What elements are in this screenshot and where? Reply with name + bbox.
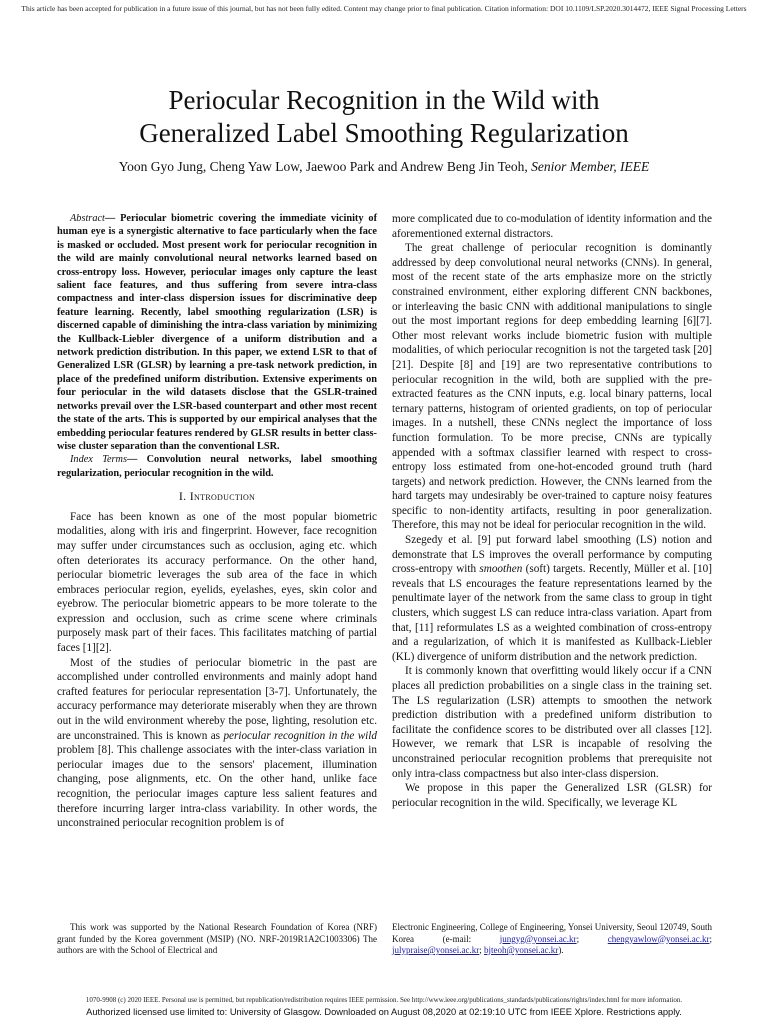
title-line-2: Generalized Label Smoothing Regularization bbox=[139, 118, 629, 148]
email-sep-3: ; bbox=[479, 945, 482, 955]
right-paragraph-3: It is commonly known that overfitting would likely occur if a CNN places all prediction probabilities on a single class in the training set. The LS regularization (LSR) attempts to smoothen the network prediction distribution with a predefined uniform distribution to facilitate the confidence scores to be distributed over all classes [12]. However, we remark that LSR is incapable of resolving the unconstrained periocular recognition problems that prerequisite not only intra-class compactness but also inter-class dispersion. bbox=[392, 665, 712, 780]
author-list bbox=[40, 158, 728, 176]
abstract-label: Abstract bbox=[70, 213, 105, 224]
intro-p2-part-a: Most of the studies of periocular biometric in the past are accomplished under controlled environments and mainly adopt hand crafted features for periocular representation [3-7]. Unfortunately, the accuracy performance may deteriorate miserably when they are thrown out in the wild environment whereby the pose, lighting, resolution etc. are unconstrained. This is known as bbox=[57, 656, 377, 742]
author-membership: Senior Member, IEEE bbox=[531, 159, 650, 174]
index-terms-text: — Convolution neural networks, label smoothing regularization, periocular recognition in the wild. bbox=[57, 454, 377, 479]
email-sep-2: ; bbox=[709, 933, 713, 944]
footnote-left bbox=[57, 922, 377, 957]
footnote-right bbox=[392, 922, 712, 957]
right-p2-part-b: (soft) targets. Recently, Müller et al. [10] reveals that LS encourages the feature representations learned by the penultimate layer of the network from the same class to group in tight clusters, which suggest LS can reduce intra-class variation. Apart from that, [11] reformulates LS as a weighted combination of cross-entropy and a regularization, of which it is manifested as Kullback-Liebler (KL) divergence of uniform distribution and the network prediction. bbox=[392, 563, 712, 663]
section-number: I. bbox=[178, 489, 187, 504]
abstract bbox=[57, 212, 377, 453]
intro-p2-part-b: problem [8]. This challenge associates with the inter-class variation in periocular images due to the sensors' placement, illumination changing, pose alignments, etc. On the other hand, unlike face recognition, the periocular images capture less salient features and therefore incurring larger intra-class variability. In other words, the unconstrained periocular recognition problem is of bbox=[57, 744, 377, 830]
right-paragraph-0: more complicated due to co-modulation of identity information and the aforementioned external distractors. bbox=[392, 213, 712, 240]
left-column bbox=[57, 212, 377, 831]
email-link-2[interactable]: chengyawlow@yonsei.ac.kr bbox=[607, 933, 710, 944]
email-end: ). bbox=[558, 945, 564, 955]
right-paragraph-1: The great challenge of periocular recognition is dominantly addressed by deep convolutional neural networks (CNNs). In general, most of the recent state of the arts emphasize more on the strictly constrained environment, either exploring different CNN backbones, or interleaving the basic CNN with additional manipulations to single out the most important regions for deep embedding learning [6][7]. Other most relevant works include biometric fusion with multiple modalities, of which periocular recognition is not the targeted task [20][21]. Despite [8] and [19] are two representative contributions to periocular recognition in the wild, both are supplied with the pre-extracted features as the CNN inputs, e.g. local binary patterns, local ternary patterns, histogram of oriented gradients, on top of periocular images. In a nutshell, these CNNs neglect the importance of loss function formulation. To be more precise, CNNs are typically appended with a softmax classifier learned with respect to cross-entropy loss estimated from one-hot-encoded ground truth (hard targets) and network prediction. However, the CNNs learned from the hard targets may undesirably be over-trained to capture noisy features specific to non-identity artifacts, resulting in poor generalization. Therefore, this may not be ideal for periocular recognition in the wild. bbox=[392, 242, 712, 532]
intro-paragraph-2 bbox=[57, 656, 377, 831]
section-heading-introduction bbox=[57, 489, 377, 504]
license-notice: Authorized licensed use limited to: University of Glasgow. Downloaded on August 08,2020 at 02:19:10 UTC from IEEE Xplore. Restrictions apply. bbox=[86, 1007, 682, 1017]
email-link-3[interactable]: julypraise@yonsei.ac.kr bbox=[392, 945, 480, 955]
intro-paragraph-1: Face has been known as one of the most popular biometric modalities, along with iris and fingerprint. However, face recognition may suffer under circumstances such as occlusion, aging etc. which often deteriorates its accuracy performance. On the other hand, periocular biometric leverages the sub area of the face in which embraces periocular region, eyelids, eyelashes, eyes, skin color and eyebrow. The periocular biometric appears to be more tolerate to the expression and occlusion, such as crime scene where criminals purposely mask part of their faces. This facilitates matching of partial faces [1][2]. bbox=[57, 510, 377, 655]
paper-title bbox=[40, 84, 728, 150]
section-name: Introduction bbox=[189, 489, 256, 504]
abstract-text: — Periocular biometric covering the immediate vicinity of human eye is a synergistic alternative to face particularly when the face is masked or occluded. Most present work for periocular recognition in the wild are mainly convolutional neural networks learned based on cross-entropy loss. However, periocular images only capture the least salient face features, and thus suffering from severe intra-class compactness and inter-class dispersion issues for discriminative deep feature learning. Recently, label smoothing regularization (LSR) is discerned capable of diminishing the intra-class variation by minimizing the Kullback-Liebler divergence of a uniform distribution and a network prediction distribution. In this paper, we extend LSR to that of Generalized LSR (GLSR) by learning a pre-task network prediction, in place of the predefined uniform distribution. Extensive experiments on four periocular in the wild datasets disclose that the GSLR-trained networks prevail over the LSR-based counterpart and other most recent the state of the arts. This is supported by our empirical analyses that the embedding periocular features rendered by GLSR results in better class-wise cluster separation than the conventional LSR. bbox=[57, 213, 377, 452]
author-names: Yoon Gyo Jung, Cheng Yaw Low, Jaewoo Park and Andrew Beng Jin Teoh, bbox=[118, 159, 528, 174]
right-column bbox=[392, 212, 712, 810]
right-paragraph-4: We propose in this paper the Generalized LSR (GLSR) for periocular recognition in the wild. Specifically, we leverage KL bbox=[392, 782, 712, 809]
footnote-right-text: Electronic Engineering, College of Engineering, Yonsei University, Seoul 120749, South Korea (e-mail: bbox=[392, 922, 712, 944]
copyright-notice: 1070-9908 (c) 2020 IEEE. Personal use is permitted, but republication/redistribution requires IEEE permission. See http://www.ieee.org/publications_standards/publications/rights/index.html for more information. bbox=[85, 996, 683, 1004]
right-paragraph-2 bbox=[392, 533, 712, 664]
title-line-1: Periocular Recognition in the Wild with bbox=[168, 85, 600, 115]
index-terms bbox=[57, 453, 377, 480]
email-sep-1: ; bbox=[576, 933, 580, 944]
intro-p2-emphasis: periocular recognition in the wild bbox=[223, 729, 377, 742]
journal-header-note: This article has been accepted for publication in a future issue of this journal, but has not been fully edited. Content may change prior to final publication. Citation information: DOI 10.1109/LSP.2020.3014472, IEEE Signal Processing Letters bbox=[21, 4, 747, 13]
email-link-1[interactable]: jungyg@yonsei.ac.kr bbox=[499, 933, 577, 944]
footnote-left-text: This work was supported by the National Research Foundation of Korea (NRF) grant funded by the Korea government (MSIP) (NO. NRF-2019R1A2C1003306) The authors are with the School of Electrical and bbox=[57, 922, 377, 955]
email-link-4[interactable]: bjteoh@yonsei.ac.kr bbox=[484, 945, 559, 955]
right-p2-emphasis: smoothen bbox=[479, 563, 523, 576]
index-terms-label: Index Terms bbox=[70, 454, 127, 466]
right-p2-part-a: Szegedy et al. [9] put forward label smoothing (LS) notion and demonstrate that LS improves the overall performance by computing cross-entropy with bbox=[392, 534, 712, 576]
